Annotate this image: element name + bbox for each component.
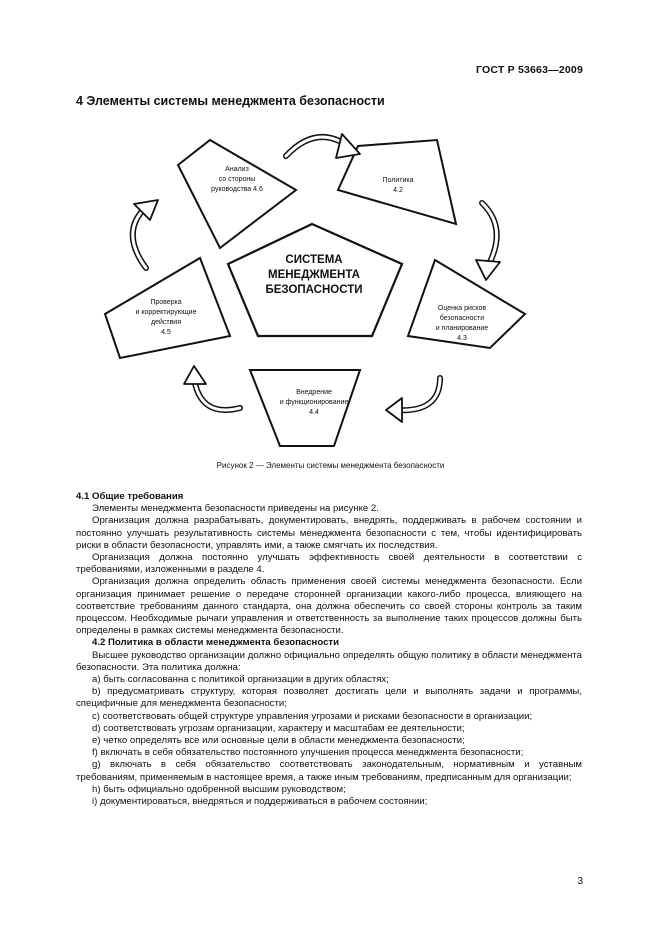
- standard-header: ГОСТ Р 53663—2009: [475, 64, 583, 76]
- body-text: [76, 491, 582, 808]
- svg-text:и планирование: и планирование: [435, 325, 489, 332]
- list-item: b) предусматривать структуру, которая позволяет достигать цели и выполнять задачи и программы, специфичные для менеджмента безопасности;: [76, 686, 582, 710]
- analysis-segment: [178, 140, 296, 248]
- svg-text:4.3: 4.3: [457, 335, 467, 342]
- list-item: e) четко определять все или основные цели в области менеджмента безопасности;: [92, 735, 465, 747]
- svg-text:4.5: 4.5: [161, 329, 171, 336]
- list-item: c) соответствовать общей структуре управления угрозами и рисками безопасности в организации;: [92, 710, 533, 722]
- heading-policy: 4.2 Политика в области менеджмента безопасности: [92, 637, 340, 649]
- svg-text:4.4: 4.4: [309, 409, 319, 416]
- figure-caption: Рисунок 2 — Элементы системы менеджмента безопасности: [216, 461, 445, 470]
- checking-segment: [105, 258, 230, 358]
- arrowhead-left-bottom-icon: [184, 366, 206, 384]
- list-item: i) документироваться, внедряться и поддерживаться в рабочем состоянии;: [92, 796, 428, 808]
- paragraph: Элементы менеджмента безопасности приведены на рисунке 2.: [92, 503, 379, 515]
- arrowhead-right-top-icon: [476, 260, 500, 280]
- svg-text:и функционирование: и функционирование: [279, 399, 349, 406]
- implementation-segment: [250, 370, 360, 446]
- svg-text:Политика: Политика: [382, 177, 414, 184]
- svg-text:со стороны: со стороны: [218, 176, 256, 183]
- svg-text:безопасности: безопасности: [439, 315, 485, 322]
- list-item: f) включать в себя обязательство постоянного улучшения процесса менеджмента безопасности;: [92, 747, 524, 759]
- svg-text:Проверка: Проверка: [150, 299, 182, 306]
- svg-text:СИСТЕМА: СИСТЕМА: [285, 254, 343, 266]
- management-system-diagram: [90, 118, 550, 458]
- svg-text:и корректирующие: и корректирующие: [135, 309, 197, 316]
- svg-text:БЕЗОПАСНОСТИ: БЕЗОПАСНОСТИ: [265, 284, 363, 296]
- svg-text:Внедрение: Внедрение: [296, 389, 332, 396]
- svg-text:4.2: 4.2: [393, 187, 403, 194]
- paragraph: Организация должна постоянно улучшать эффективность своей деятельности в соответствии с требованиями, изложенными в разделе 4.: [76, 552, 582, 576]
- list-item: a) быть согласованна с политикой организации в других областях;: [92, 674, 389, 686]
- page-number: 3: [577, 876, 583, 887]
- svg-text:Оценка рисков: Оценка рисков: [437, 305, 487, 312]
- section-title: 4 Элементы системы менеджмента безопасности: [76, 94, 385, 108]
- paragraph: Организация должна определить область применения своей системы менеджмента безопасности. Если организация принимает решение о передаче сторонней организации какого-либо процесса, влияющего на соответствие требованиям данного стандарта, она должна обеспечить со своей стороны контроль за таким процессом. Необходимые рычаги управления и ответственность за выполнение таких процессов должны быть определены в рамках системы менеджмента безопасности.: [76, 576, 582, 637]
- arrowhead-top-icon: [336, 134, 360, 158]
- list-item: g) включать в себя обязательство соответствовать законодательным, нормативным и уставным требованиям, применяемым в настоящее время, а также иным требованиям, предписанным для организации;: [76, 759, 582, 783]
- paragraph: Организация должна разрабатывать, документировать, внедрять, поддерживать в рабочем состоянии и постоянно улучшать результативность системы менеджмента безопасности с тем, чтобы идентифицировать риски в области безопасности, управлять ими, а также смягчать их последствия.: [76, 515, 582, 551]
- list-item: h) быть официально одобренной высшим руководством;: [92, 783, 346, 795]
- arrowhead-right-bottom-icon: [386, 398, 402, 422]
- svg-text:Анализ: Анализ: [225, 166, 249, 173]
- paragraph: Высшее руководство организации должно официально определять общую политику в области менеджмента безопасности. Эта политика должна:: [76, 649, 582, 673]
- heading-general: 4.1 Общие требования: [76, 491, 184, 502]
- svg-text:МЕНЕДЖМЕНТА: МЕНЕДЖМЕНТА: [268, 269, 360, 281]
- svg-text:руководства 4.6: руководства 4.6: [211, 186, 263, 193]
- svg-text:действия: действия: [150, 319, 182, 326]
- list-item: d) соответствовать угрозам организации, характеру и масштабам ее деятельности;: [92, 722, 465, 734]
